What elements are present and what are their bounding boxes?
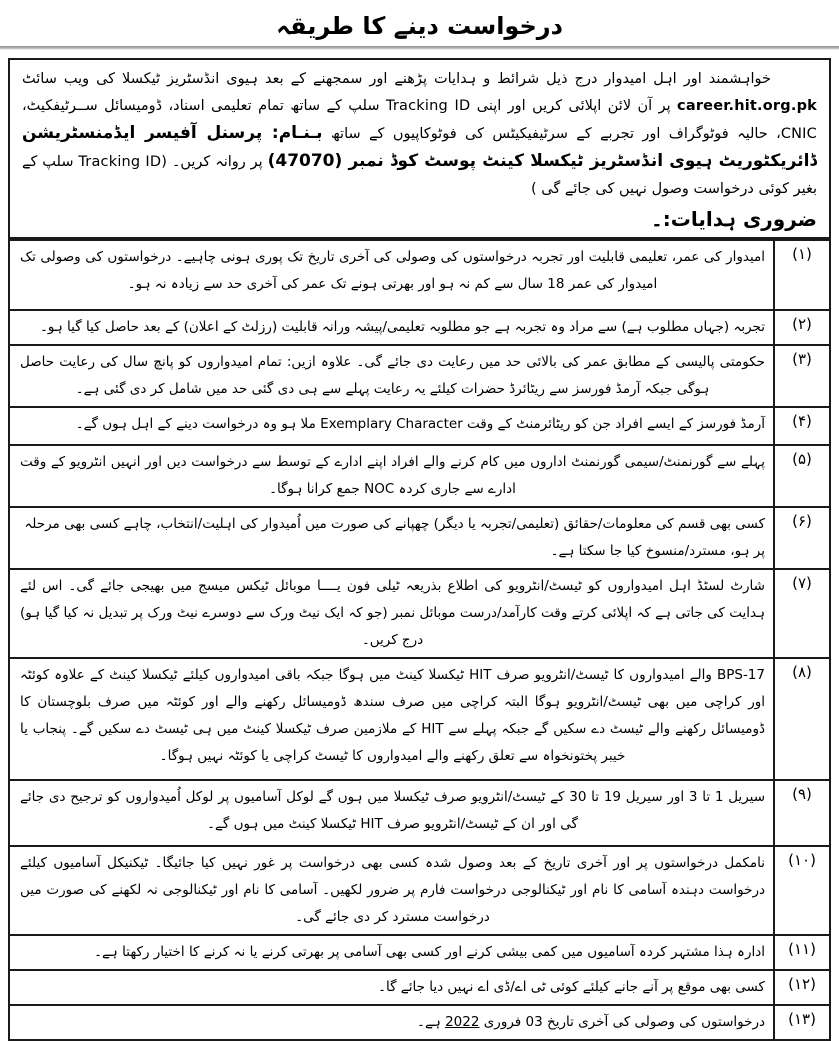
intro-paragraph	[22, 66, 817, 203]
page-title: درخواست دینے کا طریقہ	[276, 12, 563, 40]
title-divider	[0, 46, 839, 50]
row-number: (۱)	[773, 241, 829, 309]
tracking-id-label: Tracking ID	[78, 154, 162, 170]
row-number: (۶)	[773, 508, 829, 568]
instruction-text: پہلے سے گورنمنٹ/سیمی گورنمنٹ اداروں میں کام کرنے والے افراد اپنے ادارے کے توسط سے درخواست دیں اور انہیں انٹرویو کے وقت ادارے سے جاری کردہ NOC جمع کرانا ہوگا۔	[20, 454, 765, 497]
instruction-text: سیریل 1 تا 3 اور سیریل 19 تا 30 کے ٹیسٹ/انٹرویو صرف ٹیکسلا میں ہوں گے لوکل آسامیوں پر لوکل اُمیدواروں کو ترجیح دی جائے گی اور ان کے ٹیسٹ/انٹرویو صرف HIT ٹیکسلا کینٹ میں ہوں گے۔	[20, 789, 766, 832]
table-row	[10, 969, 829, 1004]
instruction-text: آرمڈ فورسز کے ایسے افراد جن کو ریٹائرمنٹ کے وقت Exemplary Character ملا ہو وہ درخواست دینے کے اہل ہوں گے۔	[75, 416, 765, 432]
table-row	[10, 239, 829, 309]
intro-text: ، حالیہ فوٹوگراف اور تجربے کے سرٹیفیکیٹس کی فوٹوکاپیوں کے ساتھ	[322, 126, 781, 142]
row-number: (۱۱)	[773, 936, 829, 969]
intro-text: پر آن لائن اپلائی کریں اور اپنی	[470, 98, 678, 114]
instruction-text: نامکمل درخواستوں پر اور آخری تاریخ کے بعد وصول شدہ کسی بھی درخواست پر غور نہیں کیا جائیگا۔ ٹیکنیکل آسامیوں کیلئے درخواست دہندہ آسامی کا نام اور ٹیکنالوجی درخواست فارم پر ضرور لکھیں۔ آسامی کا نام اور ٹیکنالوجی نہ لکھنے کی صورت میں درخواست مسترد کر دی جائے گی۔	[20, 855, 765, 925]
instructions-heading: ضروری ہدایات:۔	[651, 207, 817, 231]
row-number: (۱۲)	[773, 971, 829, 1004]
intro-text: سلپ کے ساتھ تمام تعلیمی اسناد، ڈومیسائل ســرٹیفکیٹ،	[22, 98, 386, 114]
row-number: (۸)	[773, 659, 829, 779]
row-number: (۱۰)	[773, 847, 829, 934]
instruction-text: حکومتی پالیسی کے مطابق عمر کی بالائی حد میں رعایت دی جائے گی۔ علاوہ ازیں: تمام امیدواروں کو پانچ سال کی رعایت حاصل ہوگی جبکہ آرمڈ فورسز سے ریٹائرڈ حضرات کیلئے یہ رعایت پہلے سے ہی دی گئی حد میں شامل کر دی گئی ہے۔	[20, 354, 765, 397]
row-number: (۵)	[773, 446, 829, 506]
row-number: (۷)	[773, 570, 829, 657]
row-number: (۹)	[773, 781, 829, 845]
instruction-text: امیدوار کی عمر، تعلیمی قابلیت اور تجربہ درخواستوں کی وصولی کی آخری تاریخ تک پوری ہونی چاہیے۔ درخواستوں کی وصولی تک امیدوار کی عمر 18 سال سے کم نہ ہو اور بھرتی ہونے تک عمر کی آخری حد سے زیادہ نہ ہو۔	[20, 249, 765, 292]
table-row	[10, 1004, 829, 1039]
table-row	[10, 779, 829, 845]
tracking-id-label: Tracking ID	[385, 98, 471, 114]
instruction-text	[10, 1006, 773, 1039]
table-row	[10, 444, 829, 506]
instruction-text: تجربہ (جہاں مطلوب ہے) سے مراد وہ تجربہ ہے جو مطلوبہ تعلیمی/پیشہ ورانہ قابلیت (رزلٹ کے اعلان) کے بعد حاصل کیا گیا ہو۔	[39, 319, 765, 335]
intro-text: خواہشمند اور اہل امیدوار درج ذیل شرائط و ہدایات پڑھنے اور سمجھنے کے بعد ہیوی انڈسٹریز ٹیکسلا کی ویب سائٹ	[22, 71, 771, 87]
intro-text: پر روانہ کریں۔ (	[161, 154, 268, 170]
instruction-text: کسی بھی موقع پر آنے جانے کیلئے کوئی ٹی اے/ڈی اے نہیں دیا جائے گا۔	[378, 979, 765, 995]
postal-address: بـنـام: پرسنل آفیسر ایڈمنسٹریشن ڈائریکٹوریٹ ہیوی انڈسٹریز ٹیکسلا کینٹ پوسٹ کوڈ نمبر (47070)	[22, 123, 817, 171]
row-number: (۳)	[773, 346, 829, 406]
table-row	[10, 406, 829, 444]
website-url: career.hit.org.pk	[677, 98, 817, 114]
instruction-text: کسی بھی قسم کی معلومات/حقائق (تعلیمی/تجربہ یا دیگر) چھپانے کی صورت میں اُمیدوار کی اہلیت/انتخاب، چاہے کسی بھی مرحلہ پر ہو، مسترد/منسوخ کیا جا سکتا ہے۔	[24, 516, 765, 559]
row-number: (۴)	[773, 408, 829, 444]
instruction-text: ادارہ ہذا مشتہر کردہ آسامیوں میں کمی بیشی کرنے اور کسی بھی آسامی پر بھرتی کرنے یا نہ کرنے کا اختیار رکھتا ہے۔	[94, 944, 765, 960]
row-number: (۲)	[773, 311, 829, 344]
deadline-text: ہے۔	[417, 1014, 446, 1030]
table-row	[10, 309, 829, 344]
table-row	[10, 845, 829, 934]
instructions-table	[8, 239, 831, 1041]
deadline-year: 2022	[445, 1014, 480, 1030]
table-row	[10, 506, 829, 568]
instruction-text: شارٹ لسٹڈ اہل امیدواروں کو ٹیسٹ/انٹرویو کی اطلاع بذریعہ ٹیلی فون یــــا موبائل ٹیکس میسج میں بھیجی جائے گی۔ اس لئے ہدایت کی جاتی ہے کہ اپلائی کرتے وقت کارآمد/درست موبائل نمبر (جو کہ ایک نیٹ ورک سے دوسرے نیٹ ورک پر تبدیل نہ کیا گیا ہو) درج کریں۔	[20, 578, 765, 648]
row-number: (۱۳)	[773, 1006, 829, 1039]
instruction-text: BPS-17 والے امیدواروں کا ٹیسٹ/انٹرویو صرف HIT ٹیکسلا کینٹ میں ہوگا جبکہ باقی امیدواروں کیلئے ٹیکسلا کینٹ کے علاوہ کوئٹہ اور کراچی میں بھی ٹیسٹ/انٹرویو ہوگا البتہ کراچی میں صرف سندھ ڈومیسائل رکھنے والے اور کوئٹہ میں صرف بلوچستان کا ڈومیسائل رکھنے والے ٹیسٹ دے سکیں گے جبکہ پہلے سے HIT کے ملازمین صرف ٹیکسلا کینٹ میں ہی ٹیسٹ دے سکیں گے۔ پنجاب یا خیبر پختونخواہ سے تعلق رکھنے والے امیدواروں کا ٹیسٹ کراچی یا کوئٹہ نہیں ہوگا۔	[20, 667, 765, 764]
intro-box	[8, 58, 831, 239]
table-row	[10, 568, 829, 657]
table-row	[10, 657, 829, 779]
cnic-label: CNIC	[780, 126, 817, 142]
table-row	[10, 934, 829, 969]
deadline-text: درخواستوں کی وصولی کی آخری تاریخ 03 فروری	[479, 1014, 765, 1030]
intro-text: سلپ کے بغیر کوئی درخواست وصول نہیں کی جائے گی )	[22, 154, 817, 197]
document-page	[0, 12, 839, 1041]
table-row	[10, 344, 829, 406]
